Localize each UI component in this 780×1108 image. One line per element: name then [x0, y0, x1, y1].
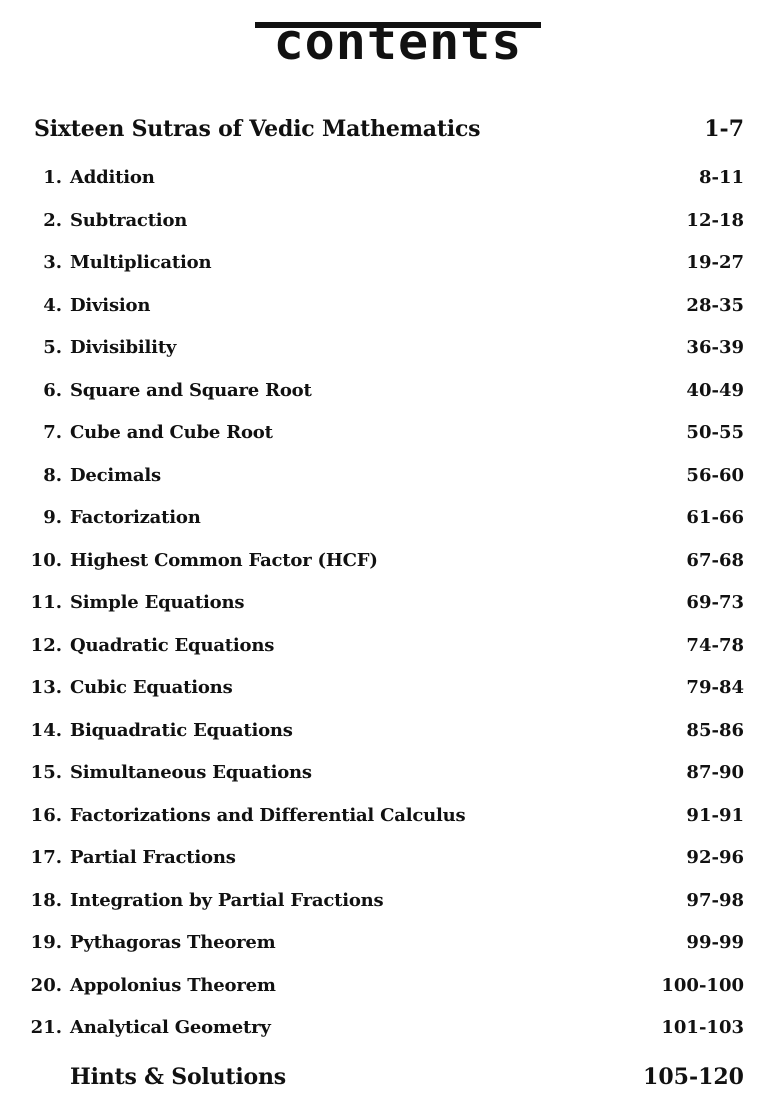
entry-label: Partial Fractions — [70, 847, 236, 868]
entry-label: Hints & Solutions — [70, 1064, 286, 1090]
toc-entry[interactable] — [0, 252, 780, 282]
entry-pages: 28-35 — [686, 294, 744, 316]
entry-label: Addition — [70, 167, 155, 188]
entry-pages: 1-7 — [704, 116, 744, 142]
entry-label: Multiplication — [70, 252, 212, 273]
entry-pages: 69-73 — [686, 592, 744, 613]
entry-number: 18. — [30, 889, 62, 911]
toc-entry[interactable] — [0, 975, 780, 1005]
entry-pages: 74-78 — [686, 634, 744, 656]
toc-entry[interactable] — [0, 1017, 780, 1047]
entry-pages: 99-99 — [686, 932, 744, 953]
entry-number: 11. — [30, 592, 62, 613]
entry-pages: 91-91 — [686, 804, 744, 826]
toc-entry[interactable] — [0, 507, 780, 537]
toc-entry[interactable] — [0, 422, 780, 452]
entry-number: 9. — [43, 507, 62, 528]
toc-entry[interactable] — [0, 635, 780, 665]
toc-entry[interactable] — [0, 465, 780, 495]
entry-label: Analytical Geometry — [70, 1017, 271, 1038]
entry-pages: 19-27 — [686, 252, 744, 273]
entry-number: 7. — [43, 422, 62, 443]
entry-number: 15. — [30, 762, 62, 783]
entry-label: Square and Square Root — [70, 379, 312, 401]
toc-entry[interactable] — [0, 847, 780, 877]
entry-pages: 36-39 — [686, 337, 744, 358]
toc-entry[interactable] — [0, 677, 780, 707]
entry-label: Factorization — [70, 507, 201, 528]
entry-number: 14. — [30, 719, 62, 741]
entry-pages: 87-90 — [686, 762, 744, 783]
entry-label: Cube and Cube Root — [70, 422, 273, 443]
entry-label: Quadratic Equations — [70, 634, 275, 656]
toc-entry[interactable] — [0, 805, 780, 835]
entry-label: Cubic Equations — [70, 677, 233, 698]
entry-number: 1. — [43, 167, 62, 188]
toc-entry[interactable] — [0, 295, 780, 325]
toc-entry[interactable] — [0, 210, 780, 240]
toc-entry[interactable] — [0, 592, 780, 622]
contents-title — [255, 6, 541, 71]
entry-label: Simple Equations — [70, 592, 245, 613]
entry-label: Decimals — [70, 464, 161, 486]
entry-pages: 61-66 — [686, 507, 744, 528]
entry-pages: 50-55 — [686, 422, 744, 443]
entry-number: 5. — [43, 337, 62, 358]
entry-number: 17. — [30, 847, 62, 868]
toc-entry[interactable] — [0, 890, 780, 920]
toc-entry[interactable] — [0, 720, 780, 750]
entry-pages: 8-11 — [698, 167, 744, 188]
toc-entry[interactable] — [0, 932, 780, 962]
entry-label: Simultaneous Equations — [70, 762, 312, 783]
entry-label: Integration by Partial Fractions — [70, 889, 384, 911]
entry-label: Divisibility — [70, 337, 177, 358]
entry-label: Sixteen Sutras of Vedic Mathematics — [34, 116, 481, 142]
entry-number: 20. — [30, 974, 62, 996]
entry-number: 19. — [30, 932, 62, 953]
entry-number: 10. — [30, 549, 62, 571]
title-text: contents — [273, 13, 523, 71]
entry-label: Subtraction — [70, 209, 188, 231]
toc-entry[interactable] — [0, 380, 780, 410]
toc-entry[interactable] — [0, 167, 780, 197]
toc-header-entry[interactable] — [0, 116, 780, 146]
entry-pages: 12-18 — [686, 209, 744, 231]
entry-pages: 100-100 — [661, 974, 744, 996]
entry-pages: 79-84 — [686, 677, 744, 698]
entry-number: 8. — [43, 464, 62, 486]
entry-pages: 92-96 — [686, 847, 744, 868]
entry-label: Division — [70, 294, 151, 316]
toc-entry[interactable] — [0, 337, 780, 367]
entry-number: 12. — [30, 634, 62, 656]
entry-pages: 40-49 — [686, 379, 744, 401]
entry-pages: 56-60 — [686, 464, 744, 486]
toc-entry[interactable] — [0, 550, 780, 580]
entry-number: 3. — [43, 252, 62, 273]
entry-pages: 97-98 — [686, 889, 744, 911]
entry-number: 2. — [43, 209, 62, 231]
entry-number: 21. — [30, 1017, 62, 1038]
entry-pages: 67-68 — [686, 549, 744, 571]
entry-label: Appolonius Theorem — [70, 974, 276, 996]
entry-label: Highest Common Factor (HCF) — [70, 549, 378, 571]
entry-number: 13. — [30, 677, 62, 698]
entry-number: 4. — [43, 294, 62, 316]
entry-label: Factorizations and Differential Calculus — [70, 804, 466, 826]
entry-pages: 85-86 — [686, 719, 744, 741]
entry-number: 16. — [30, 804, 62, 826]
toc-footer-entry[interactable] — [0, 1064, 780, 1094]
entry-pages: 101-103 — [661, 1017, 744, 1038]
toc-entry[interactable] — [0, 762, 780, 792]
entry-label: Biquadratic Equations — [70, 719, 293, 741]
entry-number: 6. — [43, 379, 62, 401]
entry-pages: 105-120 — [643, 1064, 744, 1090]
entry-label: Pythagoras Theorem — [70, 932, 276, 953]
